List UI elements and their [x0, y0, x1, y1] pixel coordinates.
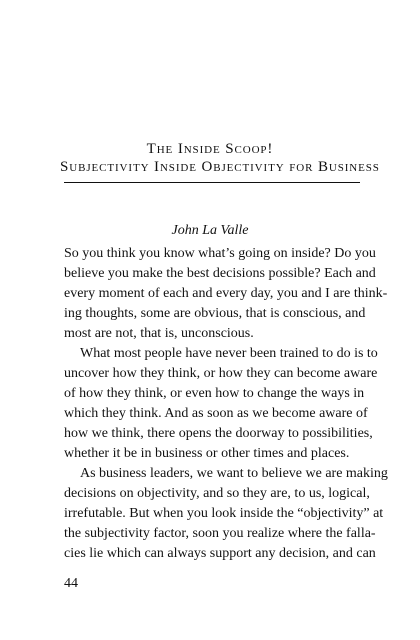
title-divider: [64, 182, 360, 183]
text-line: of how they think, or even how to change the ways in: [64, 386, 365, 401]
text-line: believe you make the best decisions possible? Each and: [64, 266, 376, 281]
text-line: every moment of each and every day, you and I are think-: [64, 286, 388, 301]
text-line: uncover how they think, or how they can become aware: [64, 366, 378, 381]
text-line: irrefutable. But when you look inside the “objectivity” at: [64, 506, 384, 521]
text-line: which they think. And as soon as we become aware of: [64, 406, 368, 421]
text-line: decisions on objectivity, and so they are, to us, logical,: [64, 486, 370, 501]
text-line: whether it be in business or other times and places.: [64, 446, 350, 461]
text-line: how we think, there opens the doorway to possibilities,: [64, 426, 373, 441]
chapter-title-line-1: The Inside Scoop!: [146, 141, 274, 157]
text-line: So you think you know what’s going on inside? Do you: [64, 246, 376, 261]
chapter-title-line-2: Subjectivity Inside Objectivity for Business: [60, 159, 380, 175]
text-line: the subjectivity factor, soon you realize where the falla-: [64, 526, 376, 541]
text-line: What most people have never been trained to do is to: [80, 346, 378, 361]
text-line: most are not, that is, unconscious.: [64, 326, 254, 341]
text-line: cies lie which can always support any decision, and can: [64, 546, 376, 561]
author-name: John La Valle: [171, 223, 249, 238]
text-line: As business leaders, we want to believe we are making: [80, 466, 388, 481]
text-line: ing thoughts, some are obvious, that is conscious, and: [64, 306, 366, 321]
page-number: 44: [64, 576, 78, 591]
